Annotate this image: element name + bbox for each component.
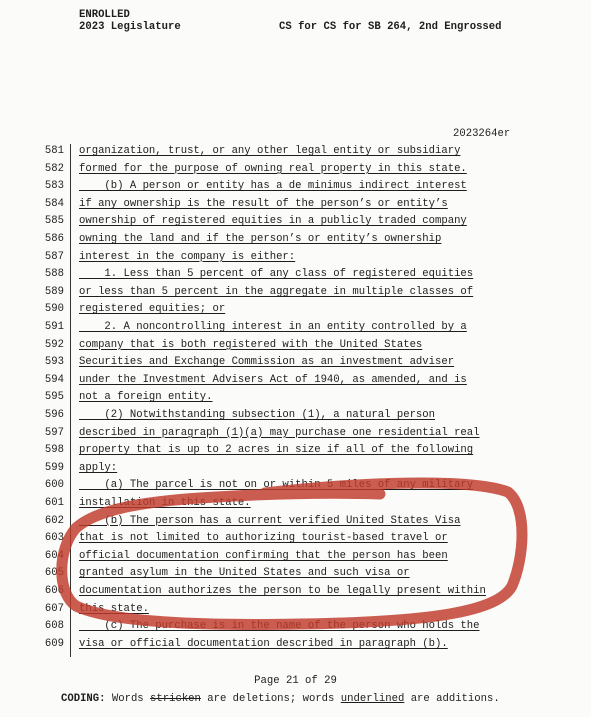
bill-line-text: under the Investment Advisers Act of 1940, as amended, and is [79,373,467,386]
bill-line-text: that is not limited to authorizing tourist-based travel or [79,532,448,545]
bill-line-text: ownership of registered equities in a publicly traded company [79,215,467,228]
bill-line-text: apply: [79,461,118,474]
line-number: 607 [44,602,64,615]
bill-line-text: official documentation confirming that the person has been [79,549,448,562]
line-number-divider [70,144,71,657]
line-number: 608 [44,620,64,633]
page-number: Page 21 of 29 [254,675,337,687]
line-number: 584 [44,197,64,210]
bill-line-text: owning the land and if the person’s or entity’s ownership [79,233,442,245]
line-number: 588 [44,268,64,281]
bill-line-text: visa or official documentation described in paragraph (b). [79,637,448,650]
line-number: 606 [44,585,64,597]
line-number: 594 [44,373,64,386]
line-number: 586 [44,233,64,245]
bill-line-text: Securities and Exchange Commission as an investment adviser [79,356,455,369]
line-number: 585 [44,215,64,228]
bill-line-text: (c) The purchase is in the name of the person who holds the [79,620,480,633]
line-number: 601 [44,497,64,509]
coding-underlined-sample: underlined [340,693,405,705]
bill-line-text: (a) The parcel is not on or within 5 miles of any military [79,479,474,492]
line-number: 599 [44,461,64,474]
bill-line-text: granted asylum in the United States and such visa or [79,567,410,580]
line-number: 589 [44,285,64,298]
line-number: 605 [44,567,64,580]
line-number: 591 [44,321,64,333]
bill-line-text: property that is up to 2 acres in size if all of the following [79,444,474,457]
bill-line-text: registered equities; or [79,303,226,316]
bill-line-text: interest in the company is either: [79,250,296,263]
line-number: 596 [44,409,64,421]
line-number: 600 [44,479,64,492]
line-number: 602 [44,514,64,527]
line-number: 582 [44,162,64,175]
bill-line-text: (b) A person or entity has a de minimus indirect interest [79,180,467,193]
document-id: 2023264er [453,128,511,140]
line-number: 592 [44,338,64,351]
bill-line-text: (b) The person has a current verified United States Visa [79,514,461,527]
line-number: 593 [44,356,64,369]
bill-line-text: organization, trust, or any other legal entity or subsidiary [79,145,461,157]
bill-line-text: installation in this state. [79,497,251,509]
bill-line-text: formed for the purpose of owning real property in this state. [79,162,467,175]
bill-line-text: company that is both registered with the United States [79,338,423,351]
bill-line-text: 2. A noncontrolling interest in an entity controlled by a [79,321,467,333]
bill-line-text: if any ownership is the result of the person’s or entity’s [79,197,448,210]
bill-line-text: described in paragraph (1)(a) may purchase one residential real [79,426,480,439]
bill-line-text: not a foreign entity. [79,391,213,404]
coding-label: CODING: [61,693,106,705]
line-number: 603 [44,532,64,545]
enrolled-label: ENROLLED [79,9,130,21]
bill-line-text: or less than 5 percent in the aggregate in multiple classes of [79,285,474,298]
line-number: 581 [44,145,64,157]
bill-line-text: documentation authorizes the person to be legally present within [79,585,486,597]
coding-stricken-sample: stricken [150,693,201,705]
bill-line-text: (2) Notwithstanding subsection (1), a natural person [79,409,436,421]
coding-legend [61,693,500,705]
line-number: 597 [44,426,64,439]
coding-text-mid: are deletions; words [200,693,341,705]
line-number: 590 [44,303,64,316]
line-number: 604 [44,549,64,562]
line-number: 598 [44,444,64,457]
coding-text-pre: Words [105,693,151,705]
bill-title: CS for CS for SB 264, 2nd Engrossed [279,21,502,33]
coding-text-post: are additions. [404,693,500,705]
line-number: 583 [44,180,64,193]
legislature-label: 2023 Legislature [79,21,181,33]
line-number: 609 [44,637,64,650]
bill-line-text: this state. [79,602,149,615]
line-number: 587 [44,250,64,263]
bill-line-text: 1. Less than 5 percent of any class of registered equities [79,268,474,281]
line-number: 595 [44,391,64,404]
